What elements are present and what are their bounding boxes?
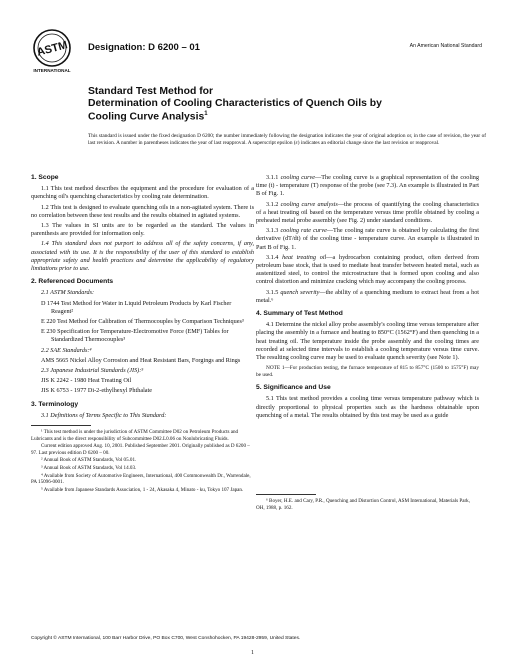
- ref-e220: E 220 Test Method for Calibration of Thermocouples by Comparison Techniques³: [41, 318, 244, 326]
- footnote-2: ² Annual Book of ASTM Standards, Vol 05.01.: [41, 457, 137, 464]
- def-3-1-4-term: heat treating oil: [282, 253, 327, 261]
- def-3-1-4-text: —a hydrocarbon containing product, often derived from petroleum base stock, that is used to mediate heat transfer between heated metal, such as austenitized steel, to control the microstructure that is formed upon cooling and also control distortion and minimize cracking which may accompany the cooling process.: [256, 253, 479, 286]
- ref-d1744: D 1744 Test Method for Water in Liquid Petroleum Products by Karl Fischer Reagent²: [41, 299, 232, 315]
- refs-2-3: 2.3 Japanese Industrial Standards (JIS):⁵: [41, 367, 144, 375]
- document-title: [88, 86, 488, 123]
- copyright-footer: Copyright © ASTM International, 100 Barr Harbor Drive, PO Box C700, West Conshohocken, PA 19428-2959, United States.: [31, 636, 301, 641]
- def-3-1-2-text: —the process of quantifying the cooling characteristics of a heat treating oil based on the temperature versus time profile obtained by cooling a preheated metal probe assembly (see Fig. 2) under standard conditions.: [256, 200, 479, 225]
- significance-5-1: 5.1 This test method provides a cooling time versus temperature pathway which is directly proportional to physical properties such as the hardness obtainable upon quenching of a metal. The results obtained by this test may be used as a guide: [256, 395, 479, 419]
- section-heading-terminology: 3. Terminology: [31, 400, 79, 408]
- note-1: NOTE 1—For production testing, the furnace temperature of 815 to 857°C (1500 to 1575°F) may be used.: [256, 365, 479, 379]
- scope-1-3: 1.3 The values in SI units are to be regarded as the standard. The values in parenthesis are provided for information only.: [31, 222, 254, 238]
- term-3-1: 3.1 Definitions of Terms Specific to This Standard:: [41, 411, 167, 419]
- def-3-1-5-term: quench severity: [280, 288, 320, 296]
- def-3-1-2-term: cooling curve analysis: [280, 200, 338, 208]
- footnote-1: ¹ This test method is under the jurisdiction of ASTM Committee D02 on Petroleum Products and Lubricants and is the direct responsibility of Subcommittee D02.L0.06 on Nonlubricating Fluids.: [31, 429, 239, 442]
- refs-2-2: 2.2 SAE Standards:⁴: [41, 346, 92, 354]
- def-3-1-1-term: cooling curve: [280, 174, 316, 181]
- refs-2-1: 2.1 ASTM Standards:: [41, 289, 95, 297]
- ref-jis-k2242: JIS K 2242 - 1980 Heat Treating Oil: [41, 377, 132, 385]
- footnote-divider: [31, 425, 91, 426]
- title-line-2: Determination of Cooling Characteristics of Quench Oils by: [88, 97, 382, 109]
- ref-jis-k6753: JIS K 6753 - 1977 Di-2-ethylhexyl Phthalate: [41, 387, 153, 395]
- organization-label: An American National Standard: [409, 43, 482, 49]
- def-3-1-2: 3.1.2 cooling curve analysis—the process of quantifying the cooling characteristics of a heat treating oil based on the temperature versus time profile obtained by cooling a preheated metal probe assembly (see Fig. 2) under standard conditions.: [256, 200, 479, 225]
- scope-1-1: 1.1 This test method describes the equipment and the procedure for evaluation of a quenching oil's quenching characteristics by cooling rate determination.: [31, 185, 254, 201]
- title-line-3: Cooling Curve Analysis: [88, 111, 205, 123]
- section-heading-scope: 1. Scope: [31, 174, 59, 181]
- footnote-4: ⁴ Available from Society of Automotive Engineers, International, 400 Commonwealth Dr., Warrendale, PA 15096-0001.: [31, 472, 251, 486]
- astm-logo-icon: [31, 28, 73, 74]
- footnote-divider-right: [256, 494, 316, 495]
- title-line-1: Standard Test Method for: [88, 86, 214, 97]
- issued-note: This standard is issued under the fixed designation D 6200; the number immediately following the designation indicates the year of original adoption or, in the case of revision, the year of last revision. A number in parentheses indicates the year of last reapproval. A superscript epsilon (ε) indicates an editorial change since the last revision or reapproval.: [88, 133, 486, 146]
- footnote-6: ⁶ Boyer, H.E. and Cary, P.R., Quenching and Distortion Control, ASM International, Materials Park, OH, 1988, p. 162.: [256, 498, 470, 511]
- def-3-1-3-text: —The cooling rate curve is obtained by calculating the first derivative (dT/dt) of the cooling time - temperature curve. An example is illustrated in Part B of Fig. 1.: [256, 227, 480, 251]
- ref-ams5665: AMS 5665 Nickel Alloy Corrosion and Heat Resistant Bars, Forgings and Rings: [41, 356, 241, 364]
- def-3-1-3: 3.1.3 cooling rate curve—The cooling rate curve is obtained by calculating the first derivative (dT/dt) of the cooling time - temperature curve. An example is illustrated in Part B of Fig. 1.: [256, 227, 480, 251]
- svg-text:ASTM: ASTM: [35, 39, 69, 59]
- def-3-1-4: 3.1.4 heat treating oil—a hydrocarbon containing product, often derived from petroleum base stock, that is used to mediate heat transfer between heated metal, such as austenitized steel, to control the microstructure that is formed upon cooling and also control distortion and minimize cracking which may accompany the cooling process.: [256, 253, 479, 286]
- def-3-1-1-text: —The cooling curve is a graphical representation of the cooling time (t) - temperature (T) response of the probe (see 7.3). An example is illustrated in Part B of Fig. 1.: [256, 174, 479, 198]
- section-heading-significance: 5. Significance and Use: [256, 384, 331, 392]
- footnote-1-edition: Current edition approved Aug. 10, 2001. Published September 2001. Originally published as D 6200 – 97. Last previous edition D 6200 – 00.: [31, 443, 250, 456]
- title-footnote-mark: 1: [204, 111, 208, 118]
- footnote-5: ⁵ Available from Japanese Standards Association, 1 - 24, Akasaka 4, Minato - ku, Tokyo 107 Japan.: [41, 486, 244, 493]
- section-heading-referenced-documents: 2. Referenced Documents: [31, 278, 114, 286]
- scope-1-4: 1.4 This standard does not purport to address all of the safety concerns, if any, associated with its use. It is the responsibility of the user of this standard to establish appropriate safety and health practices and determine the applicability of regulatory limitations prior to use.: [31, 240, 254, 273]
- ref-e230: E 230 Specification for Temperature-Electromotive Force (EMF) Tables for Standardized Thermocouples³: [41, 328, 229, 344]
- summary-4-1: 4.1 Determine the nickel alloy probe assembly's cooling time versus temperature after placing the assembly in a furnace and heating to 850°C (1562°F) and then quenching in a heat treating oil. The temperature inside the probe assembly and the cooling times are recorded at selected time intervals to establish a cooling temperature versus time curve. The resulting cooling curve may be used to evaluate quench severity (see Note 1).: [256, 321, 479, 362]
- footnote-3: ³ Annual Book of ASTM Standards, Vol 14.03.: [41, 465, 137, 472]
- section-heading-summary: 4. Summary of Test Method: [256, 310, 343, 318]
- scope-1-2: 1.2 This test is designed to evaluate quenching oils in a non-agitated system. There is no correlation between these test results and the results obtained in agitated systems.: [31, 203, 254, 219]
- right-column: [256, 174, 479, 512]
- left-column: [31, 174, 254, 494]
- def-3-1-5-text: —the ability of a quenching medium to extract heat from a hot metal.⁶: [256, 288, 480, 304]
- def-3-1-3-term: cooling rate curve: [280, 227, 327, 235]
- designation: Designation: D 6200 – 01: [88, 42, 200, 53]
- page-number: 1: [251, 650, 254, 656]
- def-3-1-5: 3.1.5 quench severity—the ability of a quenching medium to extract heat from a hot metal.⁶: [256, 288, 480, 304]
- svg-text:INTERNATIONAL: INTERNATIONAL: [33, 68, 71, 73]
- def-3-1-1: 3.1.1 cooling curve—The cooling curve is a graphical representation of the cooling time (t) - temperature (T) response of the probe (see 7.3). An example is illustrated in Part B of Fig. 1.: [256, 174, 479, 198]
